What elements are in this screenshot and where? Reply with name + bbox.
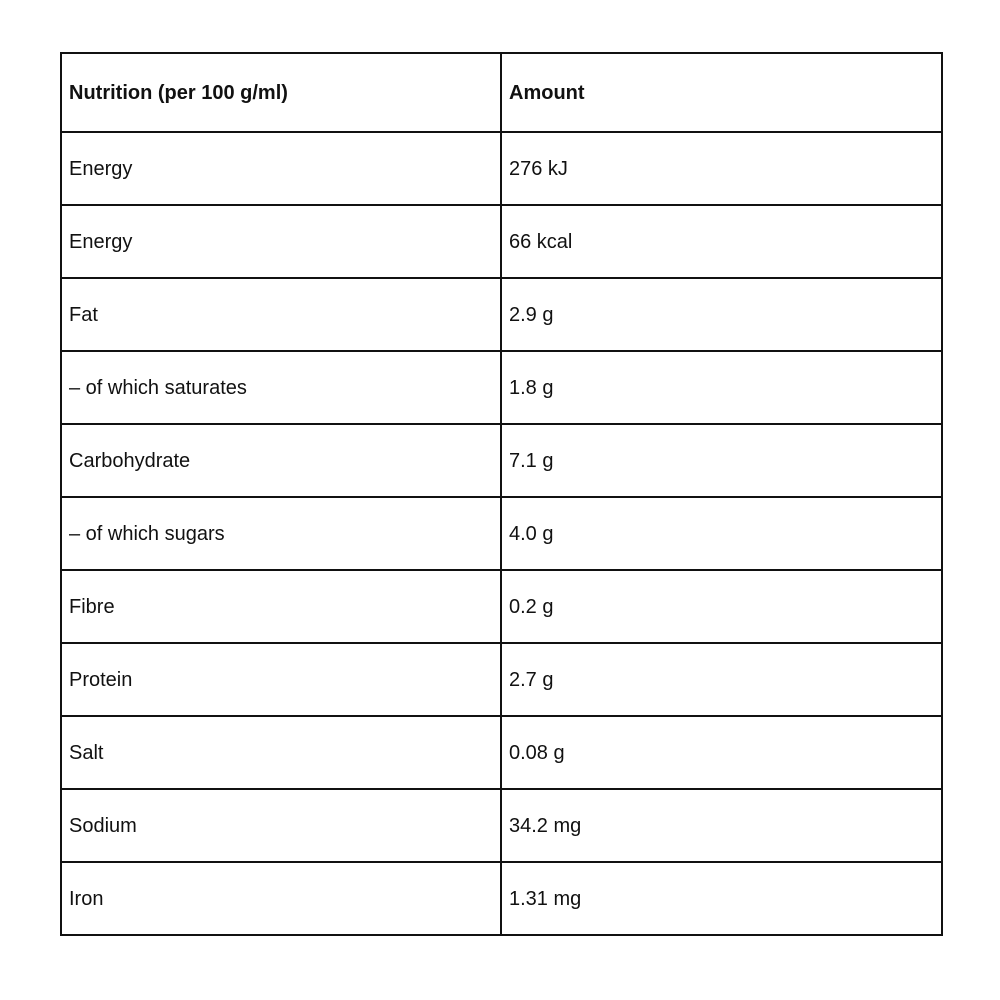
- table-header-row: [61, 53, 942, 132]
- amount-cell: 276 kJ: [501, 132, 942, 205]
- amount-cell: 7.1 g: [501, 424, 942, 497]
- amount-cell: 66 kcal: [501, 205, 942, 278]
- table-row: [61, 862, 942, 935]
- amount-cell: 0.2 g: [501, 570, 942, 643]
- nutrient-cell: Salt: [61, 716, 501, 789]
- amount-cell: 4.0 g: [501, 497, 942, 570]
- nutrient-cell: Energy: [61, 205, 501, 278]
- nutrient-cell: Protein: [61, 643, 501, 716]
- amount-cell: 1.31 mg: [501, 862, 942, 935]
- table-row: [61, 351, 942, 424]
- nutrient-cell: – of which sugars: [61, 497, 501, 570]
- table-row: [61, 716, 942, 789]
- nutrient-cell: Energy: [61, 132, 501, 205]
- header-amount: Amount: [501, 53, 942, 132]
- amount-cell: 2.9 g: [501, 278, 942, 351]
- table-row: [61, 497, 942, 570]
- table-row: [61, 424, 942, 497]
- amount-cell: 34.2 mg: [501, 789, 942, 862]
- nutrient-cell: Fibre: [61, 570, 501, 643]
- nutrition-table: [60, 52, 943, 936]
- header-nutrient: Nutrition (per 100 g/ml): [61, 53, 501, 132]
- nutrient-cell: Iron: [61, 862, 501, 935]
- nutrient-cell: – of which saturates: [61, 351, 501, 424]
- amount-cell: 0.08 g: [501, 716, 942, 789]
- nutrient-cell: Sodium: [61, 789, 501, 862]
- table-row: [61, 789, 942, 862]
- table-row: [61, 132, 942, 205]
- amount-cell: 1.8 g: [501, 351, 942, 424]
- table-row: [61, 278, 942, 351]
- table-row: [61, 643, 942, 716]
- nutrient-cell: Fat: [61, 278, 501, 351]
- amount-cell: 2.7 g: [501, 643, 942, 716]
- table-row: [61, 205, 942, 278]
- nutrient-cell: Carbohydrate: [61, 424, 501, 497]
- table-row: [61, 570, 942, 643]
